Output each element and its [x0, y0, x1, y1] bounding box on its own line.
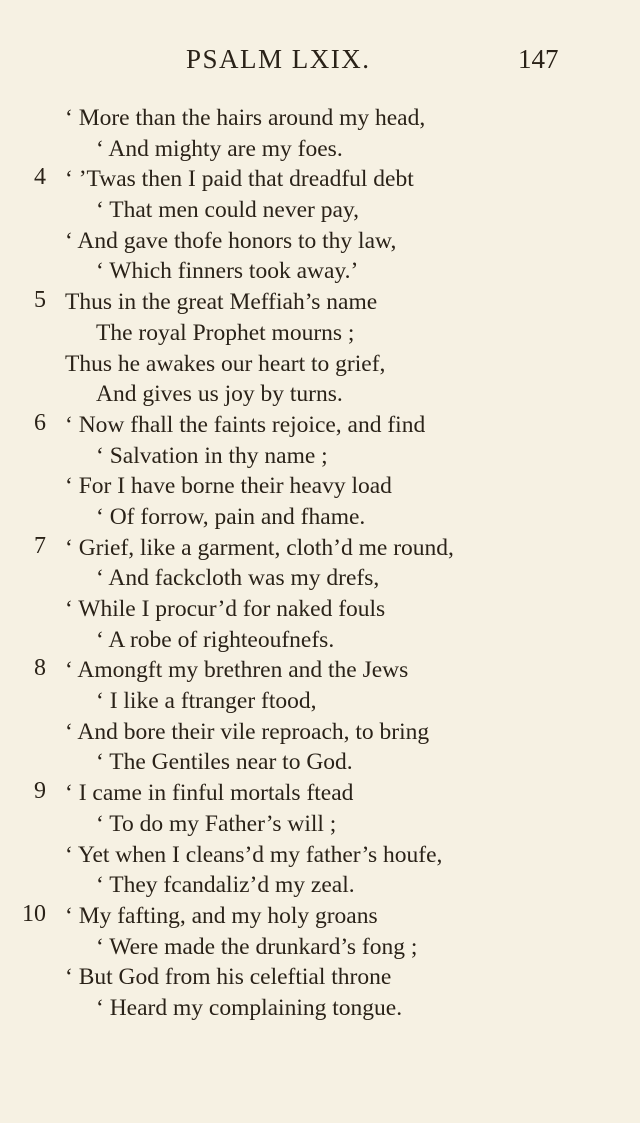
verse-line: ‘ Were made the drunkard’s fong ; — [96, 933, 418, 960]
verse-line: ‘ Grief, like a garment, cloth’d me round, — [65, 534, 454, 561]
verse-line: ‘ And fackcloth was my drefs, — [96, 565, 380, 592]
verse-line: ‘ The Gentiles near to God. — [96, 749, 353, 776]
verse-line: ‘ For I have borne their heavy load — [65, 473, 392, 500]
stanza — [0, 778, 640, 901]
verse-line: And gives us joy by turns. — [96, 381, 343, 408]
verse-line: ‘ Of forrow, pain and fhame. — [96, 503, 366, 530]
verse-line: ‘ That men could never pay, — [96, 197, 359, 224]
stanza — [0, 103, 640, 164]
verse-line: ‘ A robe of righteoufnefs. — [96, 626, 335, 653]
verse-line: ‘ And gave thofe honors to thy law, — [65, 227, 397, 254]
stanza — [0, 410, 640, 533]
verse-line: ‘ Now fhall the faints rejoice, and find — [65, 411, 426, 438]
verse-line: Thus he awakes our heart to grief, — [65, 350, 386, 377]
verse-line: ‘ And bore their vile reproach, to bring — [65, 718, 430, 745]
verse-line: ‘ Heard my complaining tongue. — [96, 994, 403, 1021]
verse-number: 5 — [34, 287, 46, 314]
verse-number: 8 — [34, 655, 46, 682]
page-title: PSALM LXIX. — [186, 44, 371, 74]
verse-line: ‘ Yet when I cleans’d my father’s houfe, — [65, 841, 443, 868]
stanza — [0, 164, 640, 287]
verse-number: 4 — [34, 164, 46, 191]
verse-number: 7 — [34, 532, 46, 559]
verse-line: ‘ And mighty are my foes. — [96, 135, 343, 162]
verse-line: ‘ I like a ftranger ftood, — [96, 688, 317, 715]
psalm-text — [0, 103, 640, 1024]
stanza — [0, 287, 640, 410]
verse-line: ‘ My fafting, and my holy groans — [65, 902, 378, 929]
verse-number: 10 — [22, 900, 46, 927]
verse-line: ‘ Salvation in thy name ; — [96, 442, 328, 469]
stanza — [0, 655, 640, 778]
verse-line: ‘ But God from his celeftial throne — [65, 964, 392, 991]
verse-number: 9 — [34, 778, 46, 805]
stanza — [0, 533, 640, 656]
verse-line: ‘ More than the hairs around my head, — [65, 105, 426, 131]
verse-line: The royal Prophet mourns ; — [96, 319, 355, 346]
verse-line: ‘ ’Twas then I paid that dreadful debt — [65, 166, 414, 193]
verse-line: ‘ While I procur’d for naked fouls — [65, 596, 386, 622]
stanza — [0, 901, 640, 1024]
verse-line: ‘ They fcandaliz’d my zeal. — [96, 872, 355, 899]
verse-line: ‘ Amongft my brethren and the Jews — [65, 657, 409, 684]
verse-line: ‘ To do my Father’s will ; — [96, 810, 337, 837]
verse-number: 6 — [34, 409, 46, 436]
page-number: 147 — [518, 44, 559, 74]
verse-line: ‘ Which finners took away.’ — [96, 258, 359, 285]
verse-line: Thus in the great Meffiah’s name — [65, 289, 378, 316]
verse-line: ‘ I came in finful mortals ftead — [65, 780, 354, 807]
